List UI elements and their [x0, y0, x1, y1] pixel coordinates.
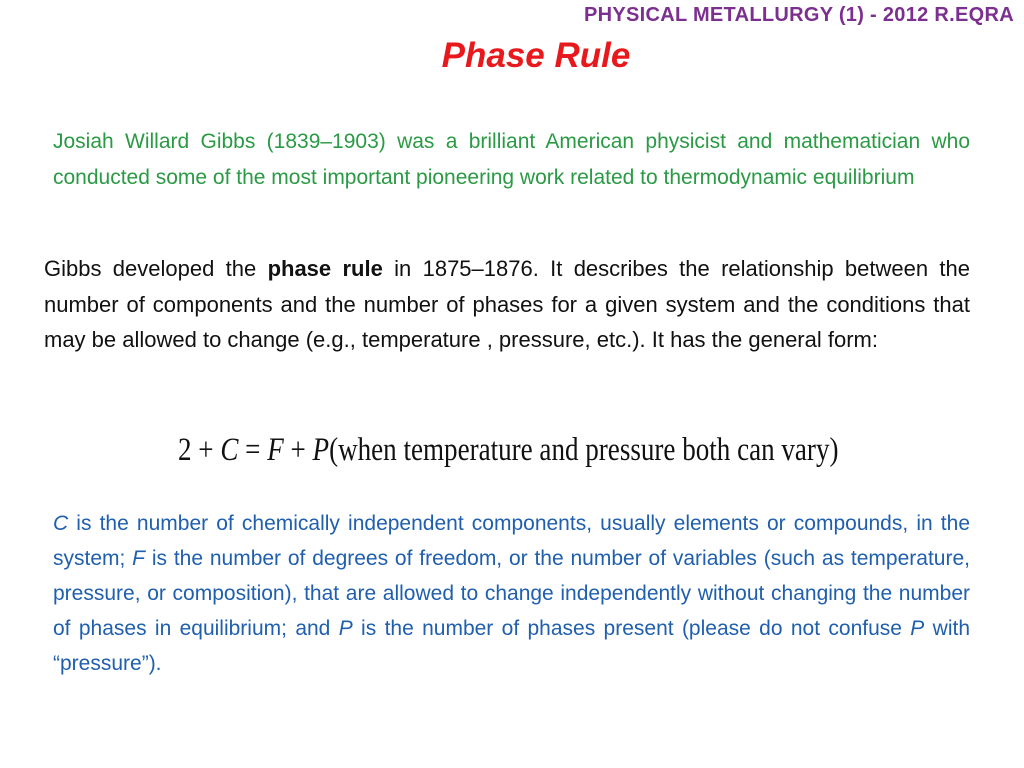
formula-equals: =	[238, 432, 268, 468]
description-text-start: Gibbs developed the	[44, 256, 268, 281]
description-text-rest: in 1875–1876. It describes the relationship between the number of components and the number of phases for a given system and the conditions that may be allowed to change (e.g., temperature , pressure, etc.). It has the general form:	[44, 256, 970, 352]
formula-p: P	[312, 432, 330, 468]
f-definition: is the number of degrees of freedom, or the number of variables (such as temperature, pressure, or composition), that are allowed to change independently without changing the number of phases in equilibrium; and	[53, 547, 970, 640]
slide-title: Phase Rule	[441, 36, 631, 75]
formula-note: (when temperature and pressure both can vary)	[329, 432, 839, 468]
symbol-p: P	[338, 617, 353, 640]
formula-number: 2	[178, 432, 192, 468]
intro-paragraph: Josiah Willard Gibbs (1839–1903) was a brilliant American physicist and mathematician who conducted some of the most important pioneering work related to thermodynamic equilibrium	[53, 130, 970, 189]
variable-definitions	[53, 506, 970, 681]
symbol-f: F	[132, 547, 145, 570]
phase-rule-term: phase rule	[267, 256, 383, 281]
formula-plus: +	[191, 432, 221, 468]
c-definition: is the number of chemically independent components, usually elements or compounds, in the system;	[53, 512, 970, 570]
symbol-p-2: P	[910, 617, 925, 640]
course-header: PHYSICAL METALLURGY (1) - 2012 R.EQRA	[583, 4, 1014, 26]
p-definition: is the number of phases present (please do not confuse	[352, 617, 911, 640]
formula-f: F	[267, 432, 284, 468]
definitions-end: with “pressure”).	[53, 617, 970, 675]
phase-rule-formula	[178, 432, 839, 480]
formula-c: C	[220, 432, 239, 468]
symbol-c: C	[53, 512, 69, 535]
formula-plus-2: +	[283, 432, 313, 468]
phase-rule-description	[44, 251, 970, 358]
